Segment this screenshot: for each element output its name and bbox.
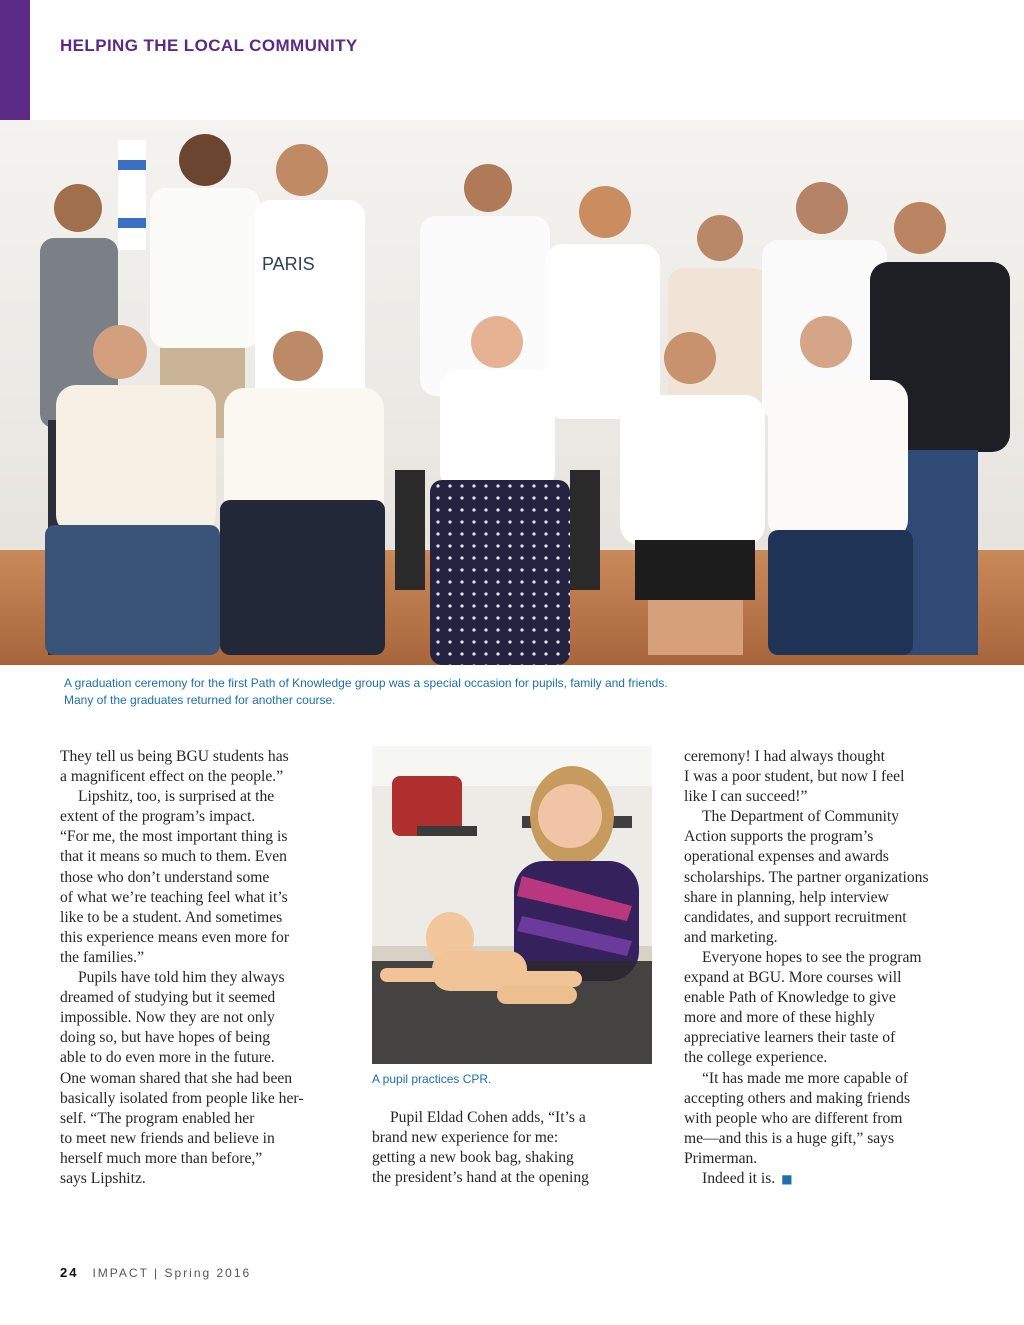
section-accent-bar (0, 0, 30, 120)
text-line: doing so, but have hopes of being (60, 1029, 271, 1047)
text-line: Indeed it is. (702, 1169, 776, 1187)
main-photo-caption-line-2: Many of the graduates returned for another course. (64, 693, 336, 707)
text-line: Pupil Eldad Cohen adds, “It’s a (390, 1109, 586, 1126)
text-line: getting a new book bag, shaking (372, 1149, 574, 1167)
text-line: self. “The program enabled her (60, 1109, 255, 1127)
text-line: impossible. Now they are not only (60, 1009, 275, 1027)
text-line: dreamed of studying but it seemed (60, 989, 276, 1007)
paragraph (60, 968, 360, 1068)
text-line: Pupils have told him they always (78, 969, 285, 987)
text-line: appreciative learners their taste of (684, 1029, 896, 1047)
paragraph (60, 787, 360, 827)
text-line: extent of the program’s impact. (60, 808, 256, 826)
paragraph (684, 747, 984, 807)
page-number: 24 (60, 1265, 79, 1280)
text-line: share in planning, help interview (684, 888, 889, 906)
publication-name: IMPACT | Spring 2016 (92, 1266, 252, 1280)
text-line: accepting others and making friends (684, 1089, 911, 1107)
text-line: basically isolated from people like her- (60, 1089, 304, 1107)
text-line: brand new experience for me: (372, 1129, 559, 1147)
text-line: enable Path of Knowledge to give (684, 989, 896, 1007)
paragraph (684, 1169, 984, 1189)
text-line: and marketing. (684, 928, 778, 946)
text-line: like I can succeed!” (684, 788, 808, 806)
text-line: a magnificent effect on the people.” (60, 768, 284, 786)
text-line: more and more of these highly (684, 1009, 875, 1027)
page-footer (60, 1265, 251, 1280)
text-line: “For me, the most important thing is (60, 828, 288, 846)
paragraph (684, 1069, 984, 1169)
text-line: expand at BGU. More courses will (684, 969, 902, 987)
text-line: those who don’t understand some (60, 868, 270, 886)
text-line: says Lipshitz. (60, 1169, 146, 1187)
text-line: Action supports the program’s (684, 828, 874, 846)
cpr-practice-photo-icon (372, 746, 652, 1064)
text-line: candidates, and support recruitment (684, 908, 907, 926)
text-line: that it means so much to them. Even (60, 848, 287, 866)
text-line: me—and this is a huge gift,” says (684, 1129, 895, 1147)
text-line: “It has made me more capable of (702, 1069, 909, 1087)
text-line: herself much more than before,” (60, 1149, 263, 1167)
text-line: like to be a student. And sometimes (60, 908, 283, 926)
paragraph (684, 948, 984, 1069)
text-line: Everyone hopes to see the program (702, 948, 922, 966)
text-line: Primerman. (684, 1149, 758, 1167)
text-line: to meet new friends and believe in (60, 1129, 275, 1147)
group-photo-icon (0, 120, 1024, 665)
text-line: of what we’re teaching feel what it’s (60, 888, 288, 906)
text-line: They tell us being BGU students has (60, 748, 289, 765)
main-photo-caption-line-1: A graduation ceremony for the first Path of Knowledge group was a special occasion for pupils, family and friends. (64, 676, 668, 690)
cpr-photo-caption: A pupil practices CPR. (372, 1072, 492, 1086)
text-line: with people who are different from (684, 1109, 903, 1127)
main-photo-caption (64, 675, 964, 709)
text-line: able to do even more in the future. (60, 1049, 275, 1067)
cpr-photo (372, 746, 652, 1064)
text-line: scholarships. The partner organizations (684, 868, 929, 886)
text-line: The Department of Community (702, 808, 900, 826)
text-line: ceremony! I had always thought (684, 748, 885, 765)
paragraph (60, 1069, 360, 1190)
shirt-text: PARIS (262, 254, 315, 274)
text-line: the president’s hand at the opening (372, 1169, 589, 1187)
text-line: the college experience. (684, 1049, 828, 1067)
paragraph (684, 807, 984, 948)
text-line: operational expenses and awards (684, 848, 889, 866)
end-of-article-icon: ■ (781, 1171, 793, 1186)
paragraph (60, 827, 360, 968)
article-column-right (684, 747, 984, 1189)
text-line: Lipshitz, too, is surprised at the (78, 788, 275, 806)
text-line: the families.” (60, 948, 144, 966)
article-column-left (60, 747, 360, 1189)
text-line: One woman shared that she had been (60, 1069, 293, 1087)
article-column-middle (372, 1108, 654, 1188)
paragraph (372, 1108, 654, 1188)
text-line: this experience means even more for (60, 928, 290, 946)
paragraph (60, 747, 360, 787)
group-photo (0, 120, 1024, 665)
section-title: HELPING THE LOCAL COMMUNITY (60, 36, 358, 55)
text-line: I was a poor student, but now I feel (684, 768, 905, 786)
